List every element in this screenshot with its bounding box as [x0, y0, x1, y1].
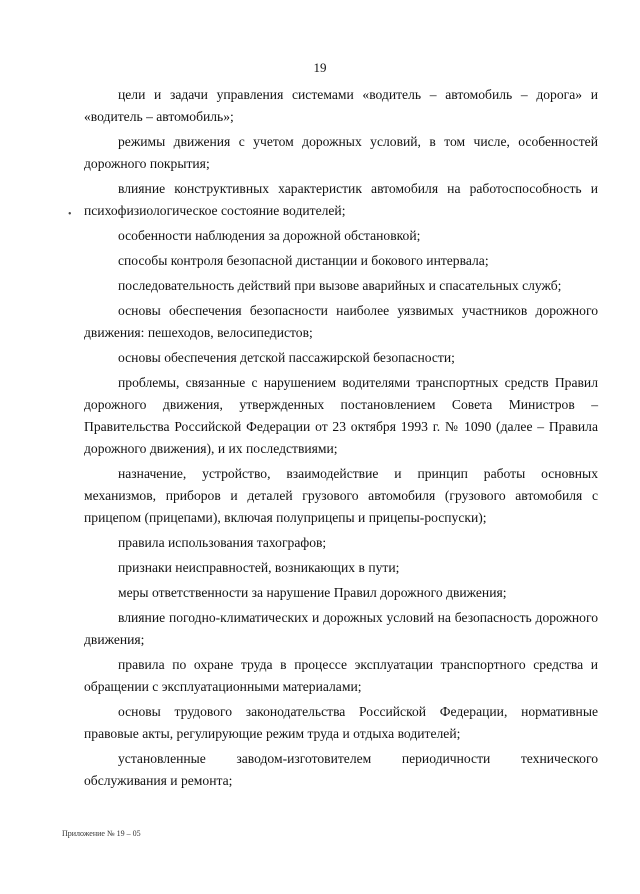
- page-number: 19: [313, 60, 327, 75]
- margin-mark: •: [68, 209, 72, 220]
- page-body: [84, 84, 598, 795]
- paragraph-15: правила по охране труда в процессе эксплуатации транспортного средства и обращении с эксплуатационными материалами;: [84, 657, 598, 694]
- paragraph-10: назначение, устройство, взаимодействие и принцип работы основных механизмов, приборов и деталей грузового автомобиля (грузового автомобиля с прицепом (прицепами), включая полуприцепы и прицепы-роспуски);: [84, 466, 598, 525]
- paragraph-5: способы контроля безопасной дистанции и бокового интервала;: [118, 253, 489, 268]
- paragraph-9: проблемы, связанные с нарушением водителями транспортных средств Правил дорожного движения, утвержденных постановлением Совета Министров – Правительства Российской Федерации от 23 октября 1993 г. № 1090 (далее – Правила дорожного движения), и их последствиями;: [84, 375, 598, 456]
- paragraph-16: основы трудового законодательства Российской Федерации, нормативные правовые акты, регулирующие режим труда и отдыха водителей;: [84, 704, 598, 741]
- paragraph-2: режимы движения с учетом дорожных условий, в том числе, особенностей дорожного покрытия;: [84, 134, 598, 171]
- paragraph-7: основы обеспечения безопасности наиболее уязвимых участников дорожного движения: пешеходов, велосипедистов;: [84, 303, 598, 340]
- page-footer: Приложение № 19 – 05: [62, 829, 141, 838]
- paragraph-13: меры ответственности за нарушение Правил дорожного движения;: [118, 585, 507, 600]
- paragraph-3: влияние конструктивных характеристик автомобиля на работоспособность и психофизиологическое состояние водителей;: [84, 181, 598, 218]
- paragraph-1: цели и задачи управления системами «водитель – автомобиль – дорога» и «водитель – автомобиль»;: [84, 87, 598, 124]
- paragraph-17: установленные заводом-изготовителем периодичности технического обслуживания и ремонта;: [84, 751, 598, 788]
- paragraph-14: влияние погодно-климатических и дорожных условий на безопасность дорожного движения;: [84, 610, 598, 647]
- paragraph-4: особенности наблюдения за дорожной обстановкой;: [118, 228, 421, 243]
- paragraph-12: признаки неисправностей, возникающих в пути;: [118, 560, 400, 575]
- paragraph-6: последовательность действий при вызове аварийных и спасательных служб;: [118, 278, 562, 293]
- paragraph-11: правила использования тахографов;: [118, 535, 327, 550]
- paragraph-8: основы обеспечения детской пассажирской безопасности;: [118, 350, 455, 365]
